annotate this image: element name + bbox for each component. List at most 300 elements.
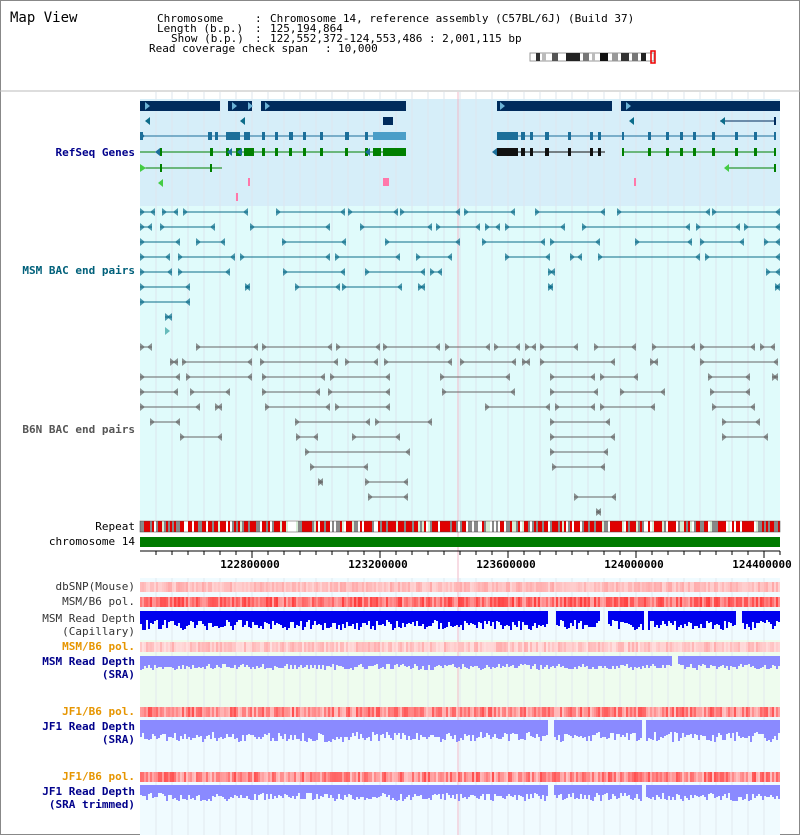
gene-exon — [497, 101, 612, 111]
jf1-pol-trim-strip — [392, 772, 394, 782]
msm-depth-capillary-bar — [408, 611, 410, 623]
jf1-depth-trim-bar — [650, 785, 652, 799]
msm-depth-capillary-bar — [526, 611, 528, 625]
dbsnp-strip — [704, 582, 706, 592]
dbsnp-strip — [720, 582, 722, 592]
jf1-pol-trim-strip — [148, 772, 150, 782]
repeat-segment — [620, 521, 622, 532]
repeat-segment — [740, 521, 742, 532]
jf1-depth-trim-bar — [728, 785, 730, 793]
msm-pol-sra-strip — [616, 642, 618, 652]
repeat-segment — [226, 521, 228, 532]
msm-pol-capillary-strip — [342, 597, 344, 607]
msm-depth-sra-bar — [334, 656, 336, 670]
jf1-pol-sra-strip — [148, 707, 150, 717]
jf1-depth-sra-bar — [216, 720, 218, 741]
jf1-pol-trim-strip — [646, 772, 648, 782]
jf1-pol-trim-strip — [228, 772, 230, 782]
msm-depth-sra-bar — [684, 656, 686, 669]
jf1-depth-trim-bar — [284, 785, 286, 794]
jf1-depth-trim-bar — [710, 785, 712, 793]
jf1-pol-sra-strip — [678, 707, 680, 717]
jf1-depth-trim-bar — [724, 785, 726, 794]
jf1-depth-sra-bar — [754, 720, 756, 733]
msm-pol-sra-strip — [674, 642, 676, 652]
jf1-depth-trim-bar — [588, 785, 590, 795]
jf1-depth-sra-bar — [186, 720, 188, 739]
msm-pol-capillary-strip — [554, 597, 556, 607]
jf1-depth-trim-bar — [308, 785, 310, 793]
jf1-pol-trim-strip — [588, 772, 590, 782]
repeat-segment — [424, 521, 426, 532]
jf1-pol-sra-strip — [248, 707, 250, 717]
jf1-depth-trim-bar — [404, 785, 406, 799]
dbsnp-strip — [524, 582, 526, 592]
jf1-pol-trim-strip — [398, 772, 400, 782]
dbsnp-strip — [168, 582, 170, 592]
jf1-depth-sra-bar — [730, 720, 732, 738]
dbsnp-strip — [636, 582, 638, 592]
msm-pol-sra-strip — [458, 642, 460, 652]
msm-depth-sra-bar — [386, 656, 388, 664]
msm-depth-sra-bar — [606, 656, 608, 668]
jf1-depth-trim-bar — [692, 785, 694, 798]
repeat-segment — [312, 521, 314, 532]
msm-depth-capillary-bar — [156, 611, 158, 620]
msm-depth-sra-bar — [772, 656, 774, 665]
msm-pol-capillary-strip — [702, 597, 704, 607]
jf1-depth-sra-bar — [178, 720, 180, 741]
msm-depth-sra-bar — [170, 656, 172, 667]
msm-pol-sra-strip — [428, 642, 430, 652]
msm-pol-capillary-strip — [422, 597, 424, 607]
jf1-depth-trim-bar — [190, 785, 192, 799]
repeat-segment — [662, 521, 664, 532]
msm-depth-sra-bar — [372, 656, 374, 666]
jf1-depth-sra-bar — [498, 720, 500, 739]
jf1-depth-trim-bar — [518, 785, 520, 795]
jf1-depth-trim-bar — [636, 785, 638, 794]
jf1-pol-sra-strip — [662, 707, 664, 717]
msm-depth-capillary-bar — [360, 611, 362, 627]
jf1-depth-trim-bar — [188, 785, 190, 795]
msm-pol-sra-strip — [722, 642, 724, 652]
repeat-segment — [162, 521, 164, 532]
jf1-pol-sra-strip — [354, 707, 356, 717]
msm-depth-capillary-bar — [234, 611, 236, 625]
dbsnp-strip — [396, 582, 398, 592]
msm-pol-sra-strip — [292, 642, 294, 652]
dbsnp-strip — [732, 582, 734, 592]
msm-depth-sra-bar — [490, 656, 492, 669]
msm-depth-capillary-bar — [662, 611, 664, 621]
jf1-depth-sra-bar — [732, 720, 734, 733]
repeat-segment — [544, 521, 546, 532]
msm-depth-capillary-bar — [670, 611, 672, 623]
msm-pol-capillary-strip — [778, 597, 780, 607]
jf1-pol-trim-strip — [500, 772, 502, 782]
jf1-pol-trim-strip — [694, 772, 696, 782]
dbsnp-strip — [186, 582, 188, 592]
dbsnp-strip — [484, 582, 486, 592]
msm-pol-capillary-strip — [400, 597, 402, 607]
jf1-depth-sra-bar — [678, 720, 680, 741]
jf1-pol-trim-strip — [760, 772, 762, 782]
jf1-depth-sra-bar — [512, 720, 514, 733]
jf1-depth-trim-bar — [448, 785, 450, 795]
msm-depth-capillary-bar — [416, 611, 418, 621]
msm-pol-capillary-strip — [470, 597, 472, 607]
jf1-pol-trim-strip — [728, 772, 730, 782]
gene-exon — [622, 148, 624, 156]
repeat-segment — [538, 521, 540, 532]
jf1-depth-trim-bar — [748, 785, 750, 801]
jf1-depth-sra-bar — [318, 720, 320, 733]
msm-depth-sra-bar — [394, 656, 396, 665]
jf1-pol-trim-strip — [768, 772, 770, 782]
jf1-depth-trim-bar — [486, 785, 488, 794]
msm-depth-sra-sub: (SRA) — [101, 668, 135, 681]
msm-depth-capillary-bar — [310, 611, 312, 629]
jf1-pol-sra-strip — [530, 707, 532, 717]
msm-depth-capillary-bar — [312, 611, 314, 625]
msm-pol-capillary-strip — [550, 597, 552, 607]
jf1-pol-trim-strip — [426, 772, 428, 782]
dbsnp-strip — [452, 582, 454, 592]
jf1-pol-sra-strip — [362, 707, 364, 717]
jf1-depth-trim-bar — [704, 785, 706, 797]
msm-pol-capillary-strip — [640, 597, 642, 607]
jf1-pol-trim-strip — [246, 772, 248, 782]
msm-pol-capillary-strip — [770, 597, 772, 607]
dbsnp-strip — [750, 582, 752, 592]
msm-pol-capillary-strip — [380, 597, 382, 607]
jf1-pol-trim-strip — [698, 772, 700, 782]
msm-pol-sra-strip — [558, 642, 560, 652]
msm-depth-capillary-bar — [714, 611, 716, 625]
jf1-pol-sra-strip — [250, 707, 252, 717]
jf1-pol-sra-strip — [436, 707, 438, 717]
jf1-depth-sra-bar — [170, 720, 172, 737]
gene-exon — [262, 132, 265, 140]
msm-pol-capillary-strip — [292, 597, 294, 607]
repeat-segment — [220, 521, 222, 532]
repeat-segment — [738, 521, 740, 532]
msm-pol-capillary-strip — [540, 597, 542, 607]
msm-pol-sra-strip — [442, 642, 444, 652]
msm-depth-sra-bar — [310, 656, 312, 665]
msm-pol-sra-strip — [394, 642, 396, 652]
msm-pol-sra-strip — [426, 642, 428, 652]
jf1-pol-sra-strip — [456, 707, 458, 717]
jf1-depth-trim-bar — [314, 785, 316, 799]
dbsnp-strip — [584, 582, 586, 592]
dbsnp-strip — [656, 582, 658, 592]
msm-pol-sra-strip — [752, 642, 754, 652]
msm-pol-capillary-strip — [348, 597, 350, 607]
msm-depth-capillary-bar — [226, 611, 228, 620]
jf1-depth-trim-bar — [346, 785, 348, 797]
msm-pol-sra-strip — [586, 642, 588, 652]
msm-pol-sra-strip — [474, 642, 476, 652]
jf1-pol-sra-strip — [654, 707, 656, 717]
dbsnp-strip — [234, 582, 236, 592]
repeat-segment — [436, 521, 438, 532]
repeat-segment — [684, 521, 686, 532]
msm-depth-sra-bar — [340, 656, 342, 666]
repeat-segment — [142, 521, 144, 532]
msm-pol-capillary-strip — [474, 597, 476, 607]
jf1-pol-trim-strip — [162, 772, 164, 782]
msm-depth-sra-bar — [614, 656, 616, 669]
dbsnp-strip — [768, 582, 770, 592]
jf1-depth-sra-bar — [454, 720, 456, 735]
msm-depth-capillary-bar — [308, 611, 310, 620]
jf1-pol-trim-strip — [570, 772, 572, 782]
msm-pol-capillary-strip — [252, 597, 254, 607]
dbsnp-strip — [602, 582, 604, 592]
dbsnp-strip — [756, 582, 758, 592]
repeat-segment — [368, 521, 370, 532]
jf1-pol-sra-strip — [184, 707, 186, 717]
msm-depth-sra-bar — [234, 656, 236, 665]
msm-depth-capillary-bar — [574, 611, 576, 620]
jf1-pol-sra-strip — [224, 707, 226, 717]
jf1-depth-sra-bar — [238, 720, 240, 742]
jf1-depth-trim-bar — [554, 785, 556, 795]
jf1-depth-trim-bar — [226, 785, 228, 801]
repeat-segment — [548, 521, 550, 532]
msm-depth-sra-bar — [486, 656, 488, 665]
jf1-depth-trim-bar — [744, 785, 746, 799]
dbsnp-strip — [332, 582, 334, 592]
jf1-pol-sra-strip — [724, 707, 726, 717]
jf1-depth-sra-bar — [154, 720, 156, 736]
repeat-segment — [472, 521, 474, 532]
jf1-depth-sra-bar — [184, 720, 186, 734]
jf1-depth-trim-bar — [150, 785, 152, 793]
msm-pol-sra-strip — [662, 642, 664, 652]
repeat-segment — [388, 521, 390, 532]
jf1-depth-sra-bar — [418, 720, 420, 740]
msm-depth-sra-bar — [242, 656, 244, 664]
msm-depth-capillary-bar — [500, 611, 502, 625]
dbsnp-strip — [426, 582, 428, 592]
msm-pol-capillary-strip — [764, 597, 766, 607]
repeat-segment — [610, 521, 612, 532]
jf1-pol-trim-strip — [476, 772, 478, 782]
dbsnp-strip — [694, 582, 696, 592]
gene-exon — [774, 117, 776, 125]
jf1-depth-trim-bar — [428, 785, 430, 798]
msm-depth-capillary-bar — [754, 611, 756, 628]
jf1-pol-sra-strip — [628, 707, 630, 717]
msm-pol-sra-strip — [450, 642, 452, 652]
jf1-pol-trim-strip — [774, 772, 776, 782]
msm-pol-sra-strip — [454, 642, 456, 652]
dbsnp-strip — [492, 582, 494, 592]
repeat-segment — [678, 521, 680, 532]
msm-pol-sra-strip — [508, 642, 510, 652]
jf1-depth-sra-bar — [366, 720, 368, 738]
jf1-pol-sra-strip — [238, 707, 240, 717]
jf1-pol-trim-strip — [222, 772, 224, 782]
dbsnp-strip — [490, 582, 492, 592]
msm-depth-capillary-bar — [764, 611, 766, 623]
repeat-segment — [200, 521, 202, 532]
jf1-pol-trim-strip — [516, 772, 518, 782]
jf1-pol-sra-strip — [528, 707, 530, 717]
jf1-pol-trim-strip — [564, 772, 566, 782]
jf1-depth-sra-bar — [654, 720, 656, 732]
jf1-depth-sra-bar — [372, 720, 374, 732]
jf1-depth-sra-bar — [266, 720, 268, 735]
msm-pol-capillary-strip — [692, 597, 694, 607]
msm-depth-sra-bar — [306, 656, 308, 665]
jf1-depth-sra-bar — [764, 720, 766, 738]
msm-pol-sra-strip — [168, 642, 170, 652]
repeat-segment — [446, 521, 448, 532]
msm-depth-sra-bar — [688, 656, 690, 667]
msm-depth-sra-bar — [476, 656, 478, 666]
msm-depth-sra-bar — [324, 656, 326, 670]
msm-pol-sra-strip — [400, 642, 402, 652]
repeat-segment — [366, 521, 368, 532]
jf1-depth-sra-bar — [528, 720, 530, 732]
dbsnp-strip — [258, 582, 260, 592]
dbsnp-strip — [366, 582, 368, 592]
jf1-pol-sra-strip — [688, 707, 690, 717]
msm-pol-sra-strip — [272, 642, 274, 652]
msm-pol-capillary-strip — [752, 597, 754, 607]
jf1-depth-sra-bar — [478, 720, 480, 737]
msm-depth-sra-bar — [362, 656, 364, 667]
dbsnp-strip — [238, 582, 240, 592]
jf1-pol-sra-strip — [716, 707, 718, 717]
msm-depth-sra-bar — [680, 656, 682, 665]
repeat-segment — [340, 521, 342, 532]
gene-exon — [774, 164, 776, 172]
msm-depth-sra-bar — [648, 656, 650, 668]
jf1-depth-sra-bar — [338, 720, 340, 739]
msm-pol-capillary-strip — [600, 597, 602, 607]
jf1-depth-trim-bar — [446, 785, 448, 793]
jf1-depth-trim-bar — [766, 785, 768, 797]
msm-depth-sra-bar — [238, 656, 240, 667]
jf1-depth-trim-bar — [320, 785, 322, 796]
dbsnp-strip — [344, 582, 346, 592]
jf1-depth-sra-bar — [682, 720, 684, 733]
jf1-depth-trim-bar — [244, 785, 246, 798]
msm-pol-capillary-strip — [676, 597, 678, 607]
jf1-depth-trim-bar — [510, 785, 512, 796]
jf1-depth-sra-bar — [152, 720, 154, 734]
msm-depth-sra-bar — [196, 656, 198, 668]
msm-depth-sra-bar — [422, 656, 424, 666]
jf1-depth-trim-bar — [670, 785, 672, 800]
jf1-depth-trim-bar — [380, 785, 382, 796]
msm-depth-capillary-bar — [298, 611, 300, 626]
jf1-pol-trim-strip — [762, 772, 764, 782]
repeat-segment — [716, 521, 718, 532]
jf1-pol-trim-strip — [666, 772, 668, 782]
jf1-pol-trim-strip — [756, 772, 758, 782]
jf1-pol-trim-strip — [542, 772, 544, 782]
msm-pol-capillary-strip — [712, 597, 714, 607]
jf1-pol-trim-strip — [274, 772, 276, 782]
msm-depth-capillary-bar — [716, 611, 718, 624]
dbsnp-strip — [386, 582, 388, 592]
jf1-pol-trim-strip — [636, 772, 638, 782]
dbsnp-strip — [738, 582, 740, 592]
jf1-pol-trim-strip — [508, 772, 510, 782]
repeat-segment — [712, 521, 714, 532]
jf1-depth-sra-bar — [536, 720, 538, 734]
msm-depth-sra-bar — [740, 656, 742, 664]
msm-pol-capillary-strip — [256, 597, 258, 607]
jf1-depth-sra-bar — [746, 720, 748, 738]
jf1-pol-sra-strip — [742, 707, 744, 717]
msm-depth-capillary-bar — [482, 611, 484, 629]
msm-depth-capillary-bar — [174, 611, 176, 625]
jf1-pol-sra-strip — [334, 707, 336, 717]
repeat-segment — [396, 521, 398, 532]
jf1-depth-sra-bar — [314, 720, 316, 741]
jf1-pol-trim-strip — [260, 772, 262, 782]
jf1-depth-trim-bar — [176, 785, 178, 800]
gene-exon — [230, 132, 240, 140]
jf1-depth-sra-bar — [374, 720, 376, 735]
msm-depth-capillary-label: MSM Read Depth — [42, 612, 135, 625]
msm-pol-capillary-strip — [590, 597, 592, 607]
msm-pol-capillary-strip — [696, 597, 698, 607]
dbsnp-strip — [600, 582, 602, 592]
dbsnp-strip — [504, 582, 506, 592]
jf1-pol-trim-strip — [226, 772, 228, 782]
dbsnp-strip — [300, 582, 302, 592]
msm-depth-capillary-bar — [208, 611, 210, 623]
jf1-depth-trim-bar — [372, 785, 374, 797]
jf1-pol-sra-strip — [288, 707, 290, 717]
jf1-pol-trim-strip — [434, 772, 436, 782]
repeat-segment — [270, 521, 272, 532]
jf1-pol-sra-strip — [622, 707, 624, 717]
jf1-pol-trim-strip — [562, 772, 564, 782]
msm-depth-capillary-bar — [642, 611, 644, 630]
msm-depth-sra-bar — [690, 656, 692, 664]
ideogram-band — [632, 53, 638, 61]
msm-pol-sra-strip — [154, 642, 156, 652]
msm-pol-capillary-strip — [350, 597, 352, 607]
jf1-depth-sra-bar — [378, 720, 380, 741]
jf1-depth-sra-bar — [258, 720, 260, 737]
msm-pol-capillary-strip — [642, 597, 644, 607]
msm-pol-sra-strip — [564, 642, 566, 652]
jf1-pol-trim-strip — [664, 772, 666, 782]
msm-depth-sra-bar — [732, 656, 734, 667]
msm-depth-capillary-bar — [316, 611, 318, 625]
jf1-pol-sra-strip — [604, 707, 606, 717]
jf1-depth-trim-bar — [158, 785, 160, 793]
jf1-pol-trim-strip — [344, 772, 346, 782]
msm-depth-sra-bar — [300, 656, 302, 665]
repeat-segment — [412, 521, 414, 532]
msm-pol-capillary-strip — [738, 597, 740, 607]
msm-pol-sra-strip — [776, 642, 778, 652]
jf1-depth-sra-bar — [392, 720, 394, 740]
msm-depth-sra-bar — [150, 656, 152, 668]
jf1-depth-sra-bar — [440, 720, 442, 742]
